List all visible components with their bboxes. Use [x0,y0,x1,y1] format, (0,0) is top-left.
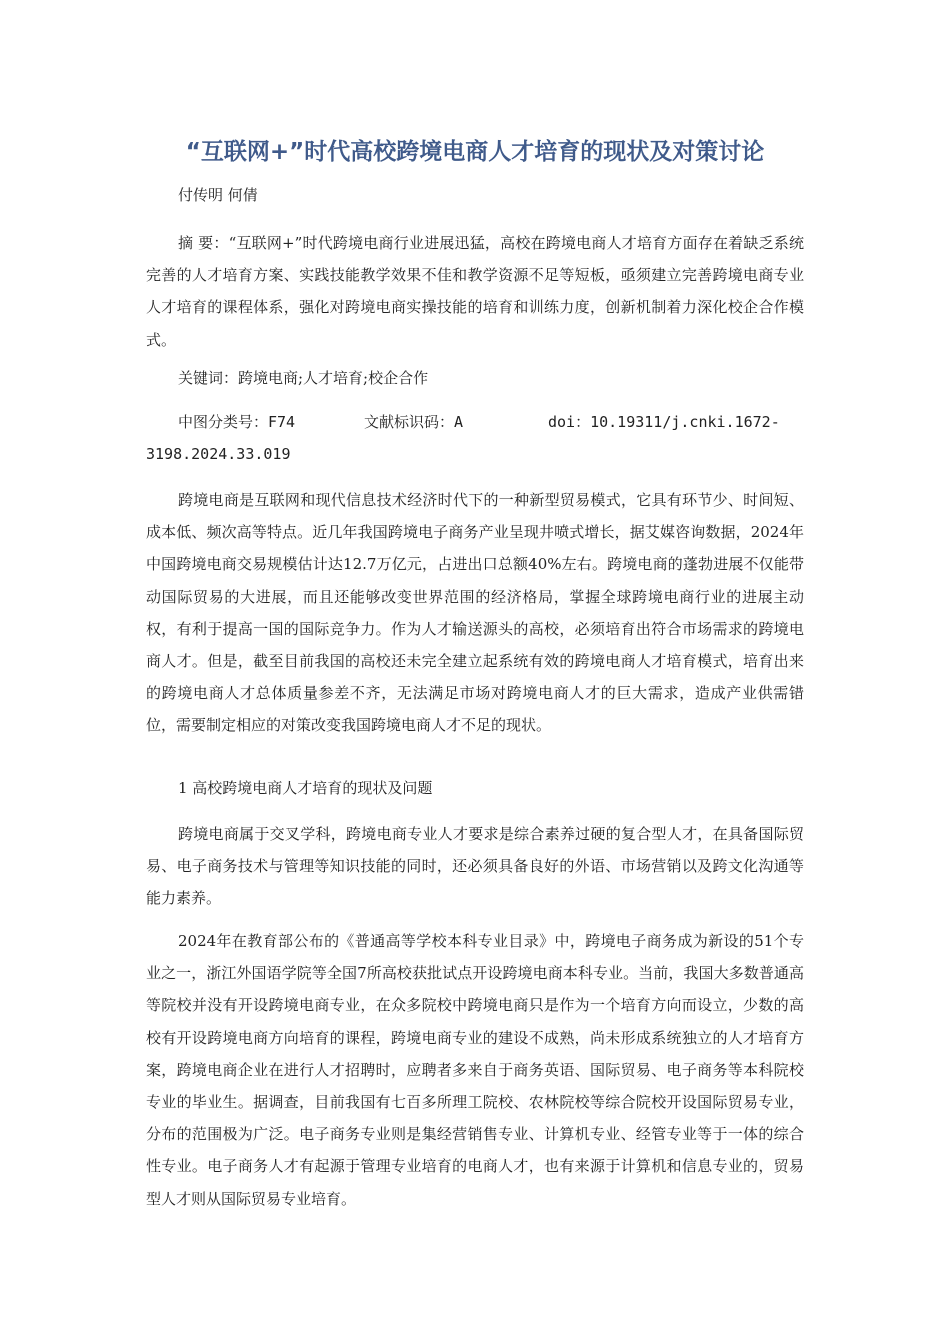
document-code: 文献标识码：A [364,413,464,431]
doi-line-1: doi：10.19311/j.cnki.1672- [548,413,780,431]
abstract: 摘 要：“互联网+”时代跨境电商行业进展迅猛，高校在跨境电商人才培育方面存在着缺乏系统完善的人才培育方案、实践技能教学效果不佳和教学资源不足等短板，亟须建立完善跨境电商专业人才培育的课程体系，强化对跨境电商实操技能的培育和训练力度，创新机制着力深化校企合作模式。 [146,234,804,349]
body-paragraph-3: 2024年在教育部公布的《普通高等学校本科专业目录》中，跨境电子商务成为新设的51个专业之一，浙江外国语学院等全国7所高校获批试点开设跨境电商本科专业。当前，我国大多数普通高等院校并没有开设跨境电商专业，在众多院校中跨境电商只是作为一个培育方向而设立，少数的高校有开设跨境电商方向培育的课程，跨境电商专业的建设不成熟，尚未形成系统独立的人才培育方案，跨境电商企业在进行人才招聘时，应聘者多来自于商务英语、国际贸易、电子商务等本科院校专业的毕业生。据调查，目前我国有七百多所理工院校、农林院校等综合院校开设国际贸易专业，分布的范围极为广泛。电子商务专业则是集经营销售专业、计算机专业、经管专业等于一体的综合性专业。电子商务人才有起源于管理专业培育的电商人才，也有来源于计算机和信息专业的，贸易型人才则从国际贸易专业培育。 [146,932,804,1208]
doi-line-2: 3198.2024.33.019 [146,445,291,463]
article-authors: 付传明 何倩 [178,186,258,204]
article-title: “互联网+”时代高校跨境电商人才培育的现状及对策讨论 [185,139,765,165]
body-paragraph-2: 跨境电商属于交叉学科，跨境电商专业人才要求是综合素养过硬的复合型人才，在具备国际贸易、电子商务技术与管理等知识技能的同时，还必须具备良好的外语、市场营销以及跨文化沟通等能力素养。 [146,825,804,908]
keywords: 关键词：跨境电商;人才培育;校企合作 [178,369,429,387]
clc-number: 中图分类号：F74 [178,413,296,431]
section-heading-1: 1 高校跨境电商人才培育的现状及问题 [178,779,433,797]
body-paragraph-1: 跨境电商是互联网和现代信息技术经济时代下的一种新型贸易模式，它具有环节少、时间短、成本低、频次高等特点。近几年我国跨境电子商务产业呈现井喷式增长，据艾媒咨询数据，2024年中国跨境电商交易规模估计达12.7万亿元，占进出口总额40%左右。跨境电商的蓬勃进展不仅能带动国际贸易的大进展，而且还能够改变世界范围的经济格局，掌握全球跨境电商行业的进展主动权，有利于提高一国的国际竞争力。作为人才输送源头的高校，必须培育出符合市场需求的跨境电商人才。但是，截至目前我国的高校还未完全建立起系统有效的跨境电商人才培育模式，培育出来的跨境电商人才总体质量参差不齐，无法满足市场对跨境电商人才的巨大需求，造成产业供需错位，需要制定相应的对策改变我国跨境电商人才不足的现状。 [146,491,804,735]
